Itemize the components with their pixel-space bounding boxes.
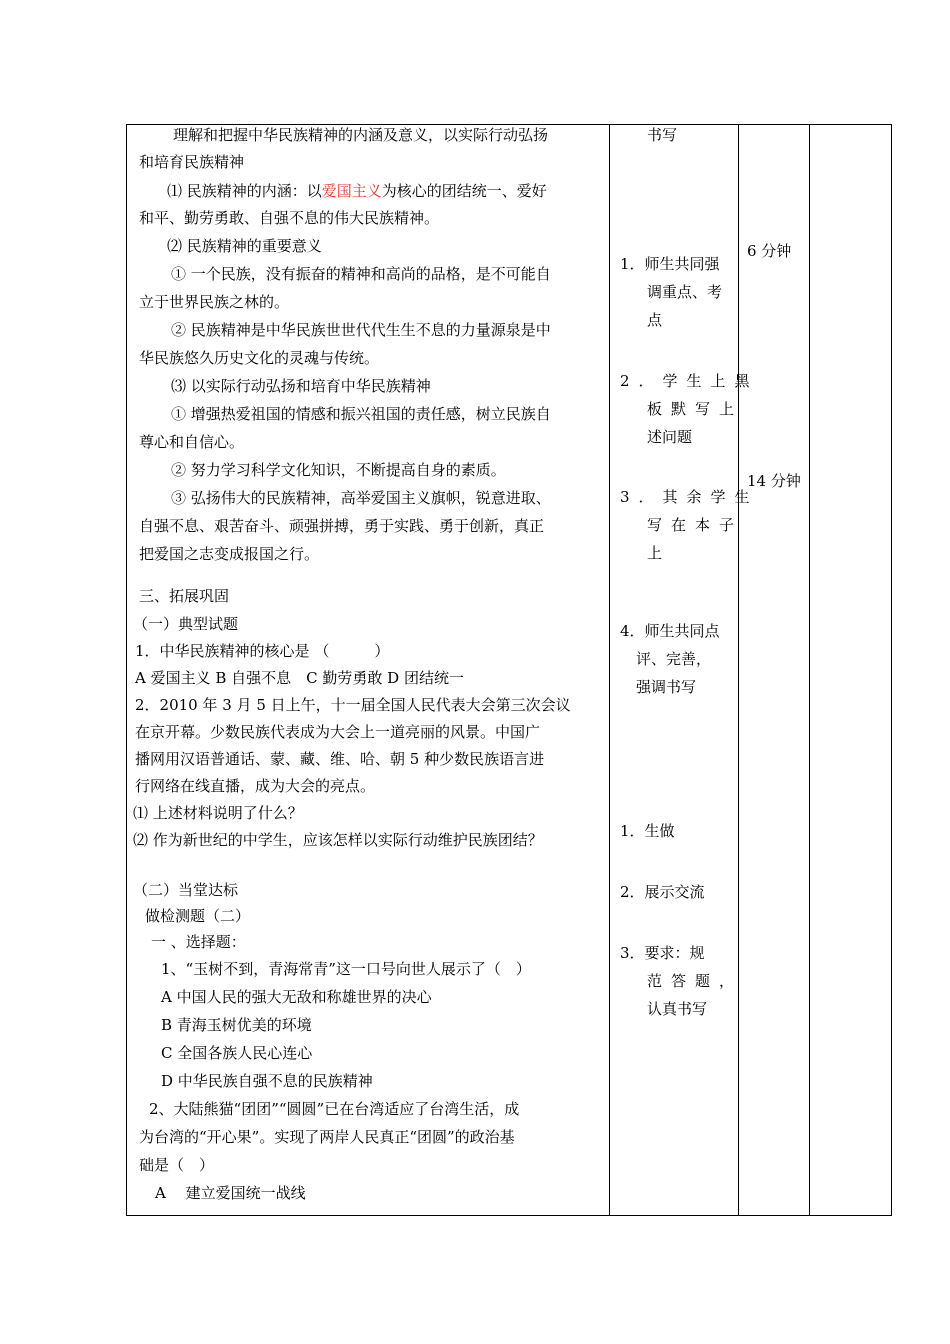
intro-line: 理解和把握中华民族精神的内涵及意义，以实际行动弘扬: [173, 126, 549, 144]
text-line: 播网用汉语普通话、蒙、藏、维、哈、朝 5 种少数民族语言进: [135, 750, 545, 768]
subsection-heading: （二）当堂达标: [133, 881, 239, 899]
intro-line: 和培育民族精神: [139, 153, 245, 171]
time-column: [739, 125, 809, 1215]
activity-text: 强调书写: [636, 678, 697, 696]
patriotism-highlight: 爱国主义: [321, 182, 382, 200]
choice-heading: 一 、选择题：: [151, 933, 246, 951]
activity-text: 述问题: [647, 428, 693, 446]
question-1: 1．中华民族精神的核心是 （ ）: [135, 642, 390, 660]
text-line: 立于世界民族之林的。: [139, 293, 290, 311]
activity-text: 上: [647, 544, 663, 562]
option-c: C 全国各族人民心连心: [161, 1044, 313, 1062]
option-b: B 青海玉树优美的环境: [161, 1016, 312, 1034]
subsection-heading: （一）典型试题: [133, 615, 239, 633]
choice-question-1: 1、“玉树不到，青海常青”这一口号向世人展示了（ ）: [161, 960, 531, 978]
text-line: ② 民族精神是中华民族世世代代生生不息的力量源泉是中: [171, 321, 551, 339]
text-line: 础是（ ）: [139, 1156, 215, 1174]
text-line: ① 一个民族，没有振奋的精神和高尚的品格，是不可能自: [171, 265, 551, 283]
activity-item-4: 4．师生共同点: [620, 622, 720, 640]
activity-text: 认真书写: [647, 1000, 708, 1018]
activity-column: [610, 125, 759, 1215]
activity-item-1: 1．师生共同强: [620, 255, 720, 273]
lesson-table: [126, 124, 892, 1216]
question-2-part-2: ⑵ 作为新世纪的中学生，应该怎样以实际行动维护民族团结？: [133, 831, 543, 849]
activity-item-5: 1．生做: [620, 822, 675, 840]
question-2-part-1: ⑴ 上述材料说明了什么？: [133, 804, 303, 822]
section-heading: 三、拓展巩固: [139, 587, 230, 605]
choice-question-2: 2、大陆熊猫“团团”“圆圆”已在台湾适应了台湾生活，成: [149, 1100, 520, 1118]
activity-text: 调重点、考: [647, 283, 723, 301]
spirit-importance-heading: ⑵ 民族精神的重要意义: [167, 237, 322, 255]
activity-text: 写在本子: [647, 516, 744, 534]
text-line: 华民族悠久历史文化的灵魂与传统。: [139, 349, 380, 367]
text-line: 行网络在线直播，成为大会的亮点。: [135, 777, 376, 795]
text-line: ③ 弘扬伟大的民族精神，高举爱国主义旗帜，锐意进取、: [171, 489, 551, 507]
activity-item-6: 2．展示交流: [620, 883, 705, 901]
option-a: A 建立爱国统一战线: [155, 1184, 306, 1202]
activity-text: 书写: [647, 126, 678, 144]
text-line: ② 努力学习科学文化知识，不断提高自身的素质。: [171, 461, 506, 479]
activity-item-3: 3．其余学生: [620, 488, 759, 506]
activity-item-2: 2．学生上黑: [620, 372, 759, 390]
content-column: [127, 125, 609, 1215]
column-divider: [809, 125, 810, 1215]
text-line: 把爱国之志变成报国之行。: [139, 545, 320, 563]
time-label: 14 分钟: [747, 472, 801, 490]
question-1-options: A 爱国主义 B 自强不息 C 勤劳勇敢 D 团结统一: [135, 669, 464, 687]
text-line: 在京开幕。少数民族代表成为大会上一道亮丽的风景。中国广: [135, 723, 541, 741]
test-label: 做检测题（二）: [145, 907, 251, 925]
text-line: 和平、勤劳勇敢、自强不息的伟大民族精神。: [139, 209, 440, 227]
text-line: 尊心和自信心。: [139, 433, 245, 451]
spirit-connotation: ⑴ 民族精神的内涵：以爱国主义为核心的团结统一、爱好: [167, 182, 547, 200]
activity-item-7: 3．要求：规: [620, 944, 705, 962]
action-heading: ⑶ 以实际行动弘扬和培育中华民族精神: [171, 377, 431, 395]
text-line: 为台湾的“开心果”。实现了两岸人民真正“团圆”的政治基: [139, 1128, 515, 1146]
text-line: ① 增强热爱祖国的情感和振兴祖国的责任感，树立民族自: [171, 405, 551, 423]
option-a: A 中国人民的强大无敌和称雄世界的决心: [161, 988, 432, 1006]
text-line: 自强不息、艰苦奋斗、顽强拼搏，勇于实践、勇于创新，真正: [139, 517, 545, 535]
question-2: 2．2010 年 3 月 5 日上午，十一届全国人民代表大会第三次会议: [135, 696, 571, 714]
activity-text: 点: [647, 311, 663, 329]
activity-text: 板默写上: [647, 400, 744, 418]
activity-text: 范答题，: [647, 972, 744, 990]
activity-text: 评、完善，: [636, 650, 712, 668]
option-d: D 中华民族自强不息的民族精神: [161, 1072, 373, 1090]
time-label: 6 分钟: [747, 242, 792, 260]
